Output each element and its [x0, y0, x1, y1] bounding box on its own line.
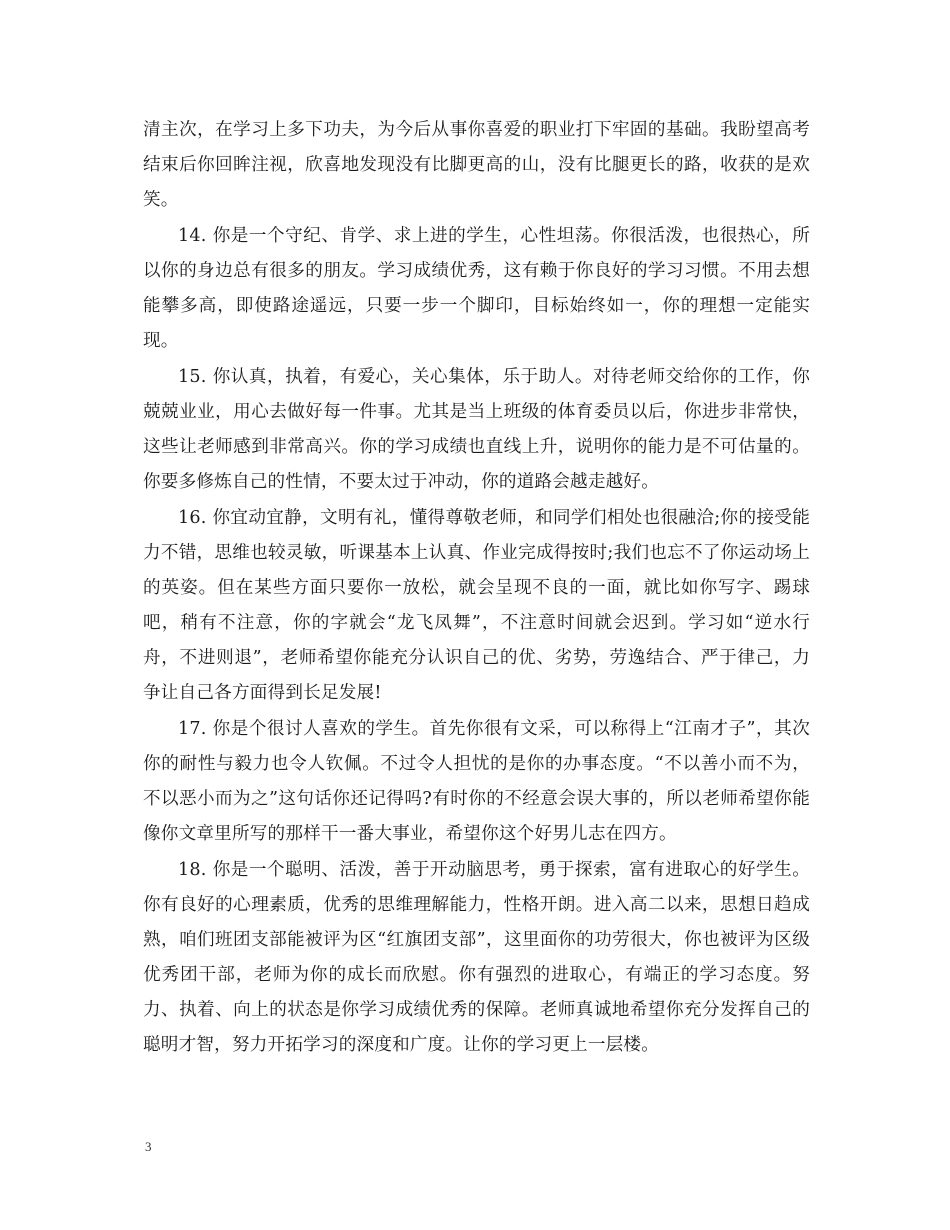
paragraph-comment-14: 14. 你是一个守纪、肯学、求上进的学生，心性坦荡。你很活泼，也很热心，所以你的身边总有很多的朋友。学习成绩优秀，这有赖于你良好的学习习惯。不用去想能攀多高，即使路途遥远，只要一步一个脚印，目标始终如一，你的理想一定能实现。 — [143, 226, 810, 351]
document-body — [143, 113, 810, 1064]
paragraph-comment-17: 17. 你是个很讨人喜欢的学生。首先你很有文采，可以称得上“江南才子”，其次你的耐性与毅力也令人钦佩。不过令人担忧的是你的办事态度。“不以善小而不为，不以恶小而为之”这句话你还记得吗?有时你的不经意会误大事的，所以老师希望你能像你文章里所写的那样干一番大事业，希望你这个好男儿志在四方。 — [143, 719, 810, 844]
paragraph-comment-16: 16. 你宜动宜静，文明有礼，懂得尊敬老师，和同学们相处也很融洽;你的接受能力不错，思维也较灵敏，听课基本上认真、作业完成得按时;我们也忘不了你运动场上的英姿。但在某些方面只要你一放松，就会呈现不良的一面，就比如你写字、踢球吧，稍有不注意，你的字就会“龙飞凤舞”，不注意时间就会迟到。学习如“逆水行舟，不进则退”，老师希望你能充分认识自己的优、劣势，劳逸结合、严于律己，力争让自己各方面得到长足发展! — [143, 508, 810, 703]
paragraph-comment-15: 15. 你认真，执着，有爱心，关心集体，乐于助人。对待老师交给你的工作，你兢兢业业，用心去做好每一件事。尤其是当上班级的体育委员以后，你进步非常快，这些让老师感到非常高兴。你的学习成绩也直线上升，说明你的能力是不可估量的。你要多修炼自己的性情，不要太过于冲动，你的道路会越走越好。 — [143, 367, 810, 492]
page-number: 3 — [145, 1139, 152, 1154]
paragraph-comment-18: 18. 你是一个聪明、活泼，善于开动脑思考，勇于探索，富有进取心的好学生。你有良好的心理素质，优秀的思维理解能力，性格开朗。进入高二以来，思想日趋成熟，咱们班团支部能被评为区“红旗团支部”，这里面你的功劳很大，你也被评为区级优秀团干部，老师为你的成长而欣慰。你有强烈的进取心，有端正的学习态度。努力、执着、向上的状态是你学习成绩优秀的保障。老师真诚地希望你充分发挥自己的聪明才智，努力开拓学习的深度和广度。让你的学习更上一层楼。 — [143, 860, 810, 1055]
paragraph-continuation: 清主次，在学习上多下功夫，为今后从事你喜爱的职业打下牢固的基础。我盼望高考结束后你回眸注视，欣喜地发现没有比脚更高的山，没有比腿更长的路，收获的是欢笑。 — [143, 120, 810, 210]
